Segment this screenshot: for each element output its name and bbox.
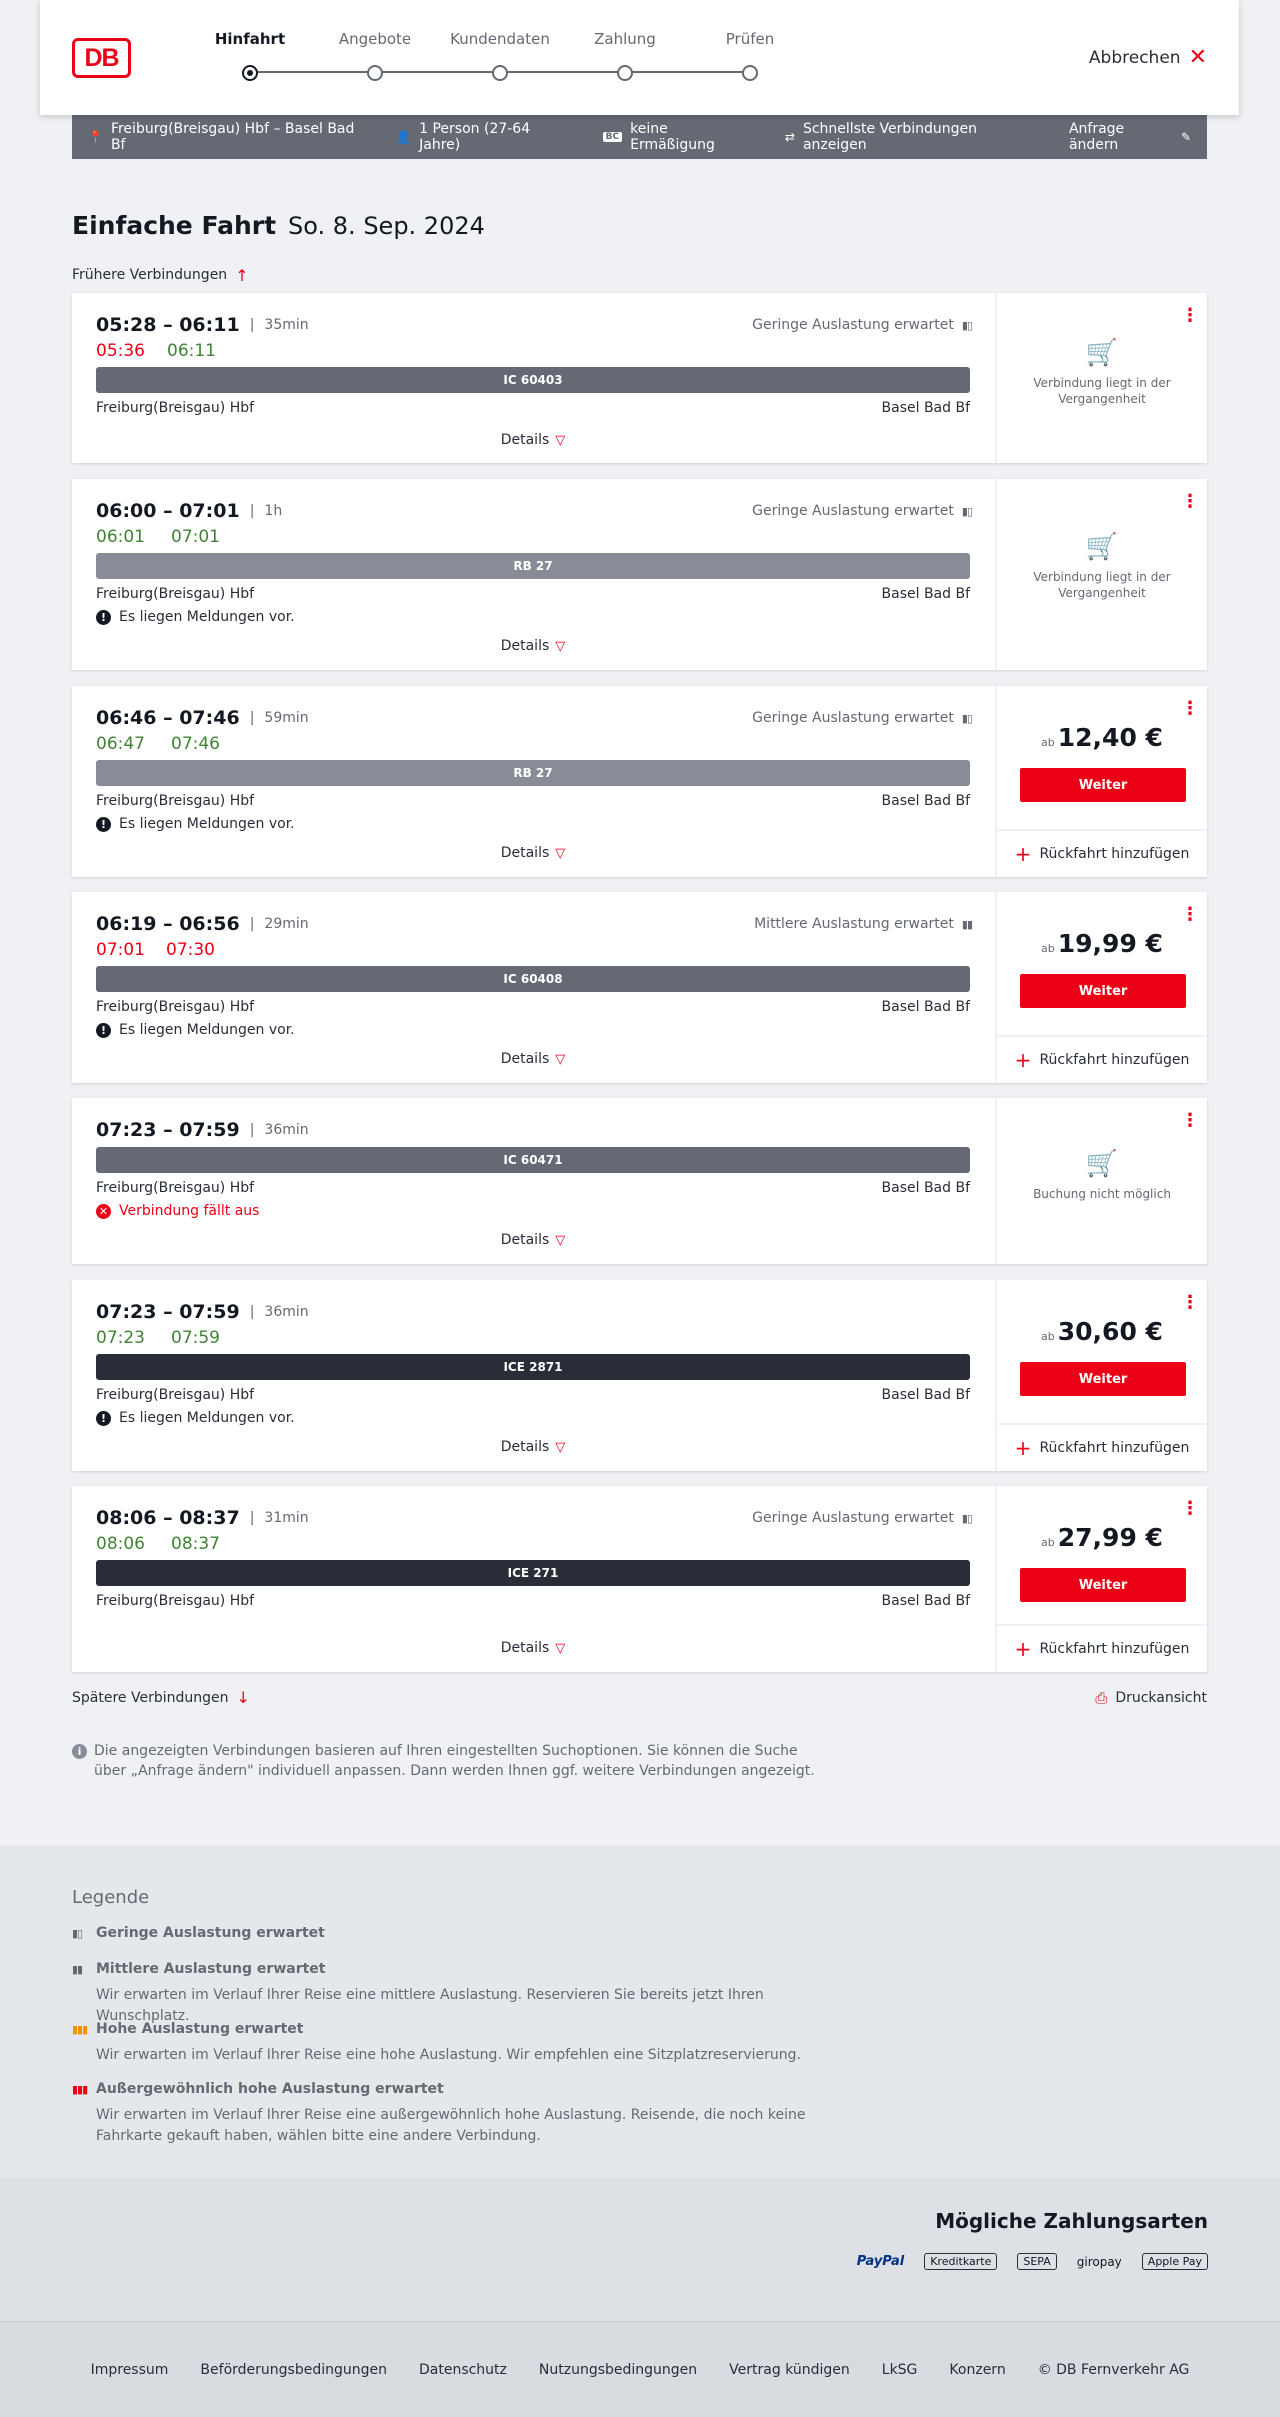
- booking-panel: [995, 686, 1207, 877]
- legend-item: [72, 1925, 852, 1941]
- duration: 59min: [264, 710, 309, 726]
- status-text: Buchung nicht möglich: [1033, 1187, 1171, 1201]
- step-hinfahrt[interactable]: [195, 30, 305, 81]
- alert-icon: !: [96, 610, 111, 625]
- price: [997, 1523, 1207, 1552]
- arrow-down-icon: ↓: [236, 1688, 250, 1707]
- close-icon: ✕: [1188, 45, 1207, 70]
- message-notice: [96, 609, 295, 625]
- occupancy: [754, 916, 972, 932]
- status-text: Verbindung liegt in der Vergangenheit: [1033, 570, 1171, 600]
- legend-item-title: Hohe Auslastung erwartet: [96, 2021, 304, 2037]
- departure-station: Freiburg(Breisgau) Hbf: [96, 400, 255, 416]
- legend-item-desc: Wir erwarten im Verlauf Ihrer Reise eine hohe Auslastung. Wir empfehlen eine Sitzplatzreservierung.: [96, 2047, 801, 2063]
- connection-info: [72, 479, 994, 670]
- arrival-station: Basel Bad Bf: [881, 400, 970, 416]
- booking-panel: [995, 1280, 1207, 1471]
- fastest-text: Schnellste Verbindungen anzeigen: [802, 121, 978, 153]
- connection-info: [72, 1486, 994, 1672]
- details-label: Details: [500, 432, 550, 448]
- connection-info: [72, 293, 994, 463]
- step-dot: [367, 65, 383, 81]
- occupancy-low-icon: ▮▯: [961, 504, 972, 518]
- add-return-button[interactable]: [997, 1624, 1207, 1672]
- details-label: Details: [500, 1051, 550, 1067]
- add-return-button[interactable]: [997, 829, 1207, 877]
- add-return-label: Rückfahrt hinzufügen: [1039, 1641, 1190, 1657]
- departure-station: Freiburg(Breisgau) Hbf: [96, 999, 255, 1015]
- message-text: Verbindung fällt aus: [119, 1203, 260, 1219]
- legend-item-desc: Wir erwarten im Verlauf Ihrer Reise eine mittlere Auslastung. Reservieren Sie bereits jetzt Ihren Wunschplatz.: [96, 1987, 764, 2024]
- later-label: Spätere Verbindungen: [72, 1689, 229, 1706]
- train-bar[interactable]: IC 60408: [96, 966, 970, 992]
- more-options-icon[interactable]: ⋮: [1181, 305, 1199, 326]
- alert-icon: !: [96, 1023, 111, 1038]
- realtime-departure: 06:01: [96, 527, 145, 547]
- step-dot: [492, 65, 508, 81]
- location-pin-icon: 📍: [88, 130, 103, 144]
- realtime-arrival: 06:11: [167, 341, 216, 361]
- price: [997, 723, 1207, 752]
- print-view-link[interactable]: [1095, 1688, 1207, 1707]
- footer-link-vertrag-kuendigen[interactable]: Vertrag kündigen: [729, 2361, 850, 2378]
- realtime-arrival: 07:46: [171, 734, 220, 754]
- realtime-departure: 06:47: [96, 734, 145, 754]
- occupancy-low-icon: ▮▯: [961, 318, 972, 332]
- add-return-button[interactable]: [997, 1035, 1207, 1083]
- step-dot: [742, 65, 758, 81]
- booking-panel: [995, 1098, 1207, 1264]
- separator: |: [249, 1510, 255, 1526]
- price: [997, 929, 1207, 958]
- details-toggle[interactable]: [72, 432, 994, 448]
- connection-card: [72, 479, 1207, 670]
- details-label: Details: [500, 1640, 550, 1656]
- add-return-button[interactable]: [997, 1423, 1207, 1471]
- print-label: Druckansicht: [1115, 1689, 1207, 1706]
- departure-station: Freiburg(Breisgau) Hbf: [96, 1180, 255, 1196]
- person-icon: 👤: [396, 130, 412, 144]
- passengers-text: 1 Person (27-64 Jahre): [419, 121, 531, 153]
- step-label: Hinfahrt: [214, 30, 286, 48]
- occupancy-high-icon: ▮▮▮: [72, 2022, 88, 2036]
- payment-title: Mögliche Zahlungsarten: [935, 2209, 1208, 2233]
- unavailable-info: [997, 532, 1207, 601]
- alert-icon: !: [96, 817, 111, 832]
- legend: [0, 1845, 1280, 2177]
- legend-item: [72, 1961, 852, 2027]
- price-value: 30,60 €: [1057, 1317, 1163, 1346]
- message-notice: [96, 1410, 295, 1426]
- alert-icon: !: [96, 1411, 111, 1426]
- occupancy-text: Geringe Auslastung erwartet: [752, 503, 954, 519]
- message-text: Es liegen Meldungen vor.: [119, 816, 295, 832]
- arrival-station: Basel Bad Bf: [881, 586, 970, 602]
- continue-button[interactable]: Weiter: [1020, 1362, 1186, 1396]
- connection-card: [72, 892, 1207, 1083]
- legend-item-title: Außergewöhnlich hohe Auslastung erwartet: [96, 2081, 444, 2097]
- query-route: [88, 121, 362, 153]
- step-dot: [242, 65, 258, 81]
- legend-item-desc: Wir erwarten im Verlauf Ihrer Reise eine außergewöhnlich hohe Auslastung. Reisende, die noch keine Fahrkarte gekauft haben, wählen bitte eine andere Verbindung.: [96, 2107, 806, 2144]
- results-footer: [72, 1688, 1207, 1707]
- giropay-icon: giropay: [1076, 2254, 1122, 2269]
- step-label: Kundendaten: [450, 30, 550, 48]
- discount-text: keine Ermäßigung: [630, 121, 715, 153]
- add-return-label: Rückfahrt hinzufügen: [1039, 1052, 1190, 1068]
- info-icon: i: [72, 1744, 87, 1759]
- occupancy-extreme-icon: ▮▮▮: [72, 2082, 88, 2096]
- earlier-label: Frühere Verbindungen: [72, 267, 228, 283]
- train-bar[interactable]: RB 27: [96, 760, 970, 786]
- query-discount: [603, 121, 751, 153]
- train-bar[interactable]: RB 27: [96, 553, 970, 579]
- query-bar: [72, 115, 1207, 159]
- step-angebote: [320, 30, 430, 81]
- unavailable-info: [997, 338, 1207, 407]
- add-return-label: Rückfahrt hinzufügen: [1039, 1440, 1190, 1456]
- header: [40, 0, 1239, 115]
- footer-link-konzern[interactable]: Konzern: [949, 2361, 1006, 2378]
- price-prefix: ab: [1041, 1536, 1055, 1549]
- footer-link-lksg[interactable]: LkSG: [881, 2361, 918, 2378]
- message-text: Es liegen Meldungen vor.: [119, 1022, 295, 1038]
- cart-icon: 🛒: [1085, 338, 1119, 368]
- status-text: Verbindung liegt in der Vergangenheit: [1033, 376, 1171, 406]
- chevron-down-icon: ▽: [555, 1641, 566, 1656]
- change-query-label: Anfrage ändern: [1068, 121, 1125, 153]
- payment-icons: [857, 2253, 1208, 2270]
- duration: 31min: [264, 1510, 309, 1526]
- route-text: Freiburg(Breisgau) Hbf – Basel Bad Bf: [110, 121, 355, 153]
- duration: 1h: [264, 503, 283, 519]
- duration: 36min: [264, 1122, 309, 1138]
- unavailable-info: [997, 1149, 1207, 1202]
- pencil-icon: ✎: [1180, 130, 1191, 144]
- occupancy-medium-icon: ▮▮: [72, 1962, 83, 1976]
- connection-times: [96, 1507, 309, 1529]
- planned-times: 07:23 – 07:59: [96, 1119, 240, 1141]
- connection-info: [72, 1098, 994, 1264]
- arrival-station: Basel Bad Bf: [881, 999, 970, 1015]
- details-toggle[interactable]: [72, 1232, 994, 1248]
- connection-times: [96, 500, 282, 522]
- connection-card: [72, 293, 1207, 463]
- details-toggle[interactable]: [72, 1051, 994, 1067]
- continue-button[interactable]: Weiter: [1020, 1568, 1186, 1602]
- occupancy: [752, 710, 972, 726]
- planned-times: 06:00 – 07:01: [96, 500, 240, 522]
- chevron-down-icon: ▽: [555, 1233, 566, 1248]
- booking-panel: [995, 892, 1207, 1083]
- details-label: Details: [500, 638, 550, 654]
- connection-times: [96, 707, 309, 729]
- page-title: [72, 211, 1280, 240]
- occupancy-low-icon: ▮▯: [72, 1926, 83, 1940]
- footer-link-befoerderungsbedingungen[interactable]: Beförderungsbedingungen: [200, 2361, 387, 2378]
- trip-type: Einfache Fahrt: [72, 211, 277, 240]
- departure-station: Freiburg(Breisgau) Hbf: [96, 1387, 255, 1403]
- step-dot: [617, 65, 633, 81]
- connection-times: [96, 314, 309, 336]
- cancel-label: Abbrechen: [1088, 47, 1181, 68]
- footer-link-nutzungsbedingungen[interactable]: Nutzungsbedingungen: [538, 2361, 698, 2378]
- footer-link-impressum[interactable]: Impressum: [90, 2361, 169, 2378]
- footer-copyright: © DB Fernverkehr AG: [1037, 2361, 1190, 2378]
- train-bar[interactable]: IC 60403: [96, 367, 970, 393]
- separator: |: [249, 710, 255, 726]
- info-text: Die angezeigten Verbindungen basieren auf Ihren eingestellten Suchoptionen. Sie können die Suche über „Anfrage ändern" individuell anpassen. Dann werden Ihnen ggf. weitere Verbindungen angezeigt.: [94, 1743, 815, 1779]
- connection-times: [96, 1119, 309, 1141]
- realtime-arrival: 07:30: [166, 940, 215, 960]
- message-text: Es liegen Meldungen vor.: [119, 609, 295, 625]
- cancellation-notice: [96, 1203, 259, 1219]
- footer: [0, 2321, 1280, 2417]
- duration: 35min: [264, 317, 309, 333]
- details-toggle[interactable]: [72, 1439, 994, 1455]
- details-toggle[interactable]: [72, 638, 994, 654]
- legend-item: [72, 2021, 852, 2066]
- planned-times: 05:28 – 06:11: [96, 314, 240, 336]
- more-options-icon[interactable]: ⋮: [1181, 491, 1199, 512]
- more-options-icon[interactable]: ⋮: [1181, 698, 1199, 719]
- step-label: Zahlung: [594, 30, 656, 48]
- legend-title: Legende: [72, 1887, 150, 1908]
- booking-panel: [995, 293, 1207, 463]
- separator: |: [249, 503, 255, 519]
- step-kundendaten: [445, 30, 555, 81]
- chevron-down-icon: ▽: [555, 433, 566, 448]
- realtime-departure: 05:36: [96, 341, 145, 361]
- price-prefix: ab: [1041, 942, 1055, 955]
- realtime-departure: 07:23: [96, 1328, 145, 1348]
- price-prefix: ab: [1041, 736, 1055, 749]
- cancel-button[interactable]: [1089, 45, 1207, 70]
- message-notice: [96, 1022, 295, 1038]
- realtime-departure: 08:06: [96, 1534, 145, 1554]
- db-logo[interactable]: DB: [72, 38, 131, 78]
- details-label: Details: [500, 845, 550, 861]
- realtime-arrival: 07:01: [171, 527, 220, 547]
- details-toggle[interactable]: [72, 845, 994, 861]
- realtime-departure: 07:01: [96, 940, 145, 960]
- separator: |: [249, 1304, 255, 1320]
- realtime-arrival: 08:37: [171, 1534, 220, 1554]
- departure-station: Freiburg(Breisgau) Hbf: [96, 586, 255, 602]
- chevron-down-icon: ▽: [555, 1052, 566, 1067]
- occupancy: [752, 1510, 972, 1526]
- step-zahlung: [570, 30, 680, 81]
- occupancy: [752, 503, 972, 519]
- change-query-button[interactable]: [1069, 121, 1191, 153]
- departure-station: Freiburg(Breisgau) Hbf: [96, 793, 255, 809]
- chevron-down-icon: ▽: [555, 1440, 566, 1455]
- departure-station: Freiburg(Breisgau) Hbf: [96, 1593, 255, 1609]
- step-label: Angebote: [338, 30, 412, 48]
- search-info-note: [72, 1741, 832, 1781]
- connection-times: [96, 1301, 309, 1323]
- occupancy-text: Geringe Auslastung erwartet: [752, 1510, 954, 1526]
- more-options-icon[interactable]: ⋮: [1181, 1498, 1199, 1519]
- cart-icon: 🛒: [1085, 532, 1119, 562]
- planned-times: 06:19 – 06:56: [96, 913, 240, 935]
- printer-icon: ⎙: [1095, 1688, 1108, 1707]
- train-bar[interactable]: ICE 271: [96, 1560, 970, 1586]
- connection-info: [72, 1280, 994, 1471]
- details-label: Details: [500, 1439, 550, 1455]
- plus-icon: +: [1014, 1048, 1032, 1072]
- separator: |: [249, 916, 255, 932]
- separator: |: [249, 1122, 255, 1138]
- chevron-down-icon: ▽: [555, 846, 566, 861]
- price-value: 27,99 €: [1057, 1523, 1163, 1552]
- cancel-circle-icon: ✕: [96, 1204, 111, 1219]
- paypal-icon: PayPal: [856, 2254, 905, 2269]
- legend-item-title: Geringe Auslastung erwartet: [96, 1925, 325, 1941]
- occupancy-low-icon: ▮▯: [961, 1511, 972, 1525]
- more-options-icon[interactable]: ⋮: [1181, 904, 1199, 925]
- footer-link-datenschutz[interactable]: Datenschutz: [418, 2361, 507, 2378]
- realtime-arrival: 07:59: [171, 1328, 220, 1348]
- details-toggle[interactable]: [72, 1640, 994, 1656]
- price-prefix: ab: [1041, 1330, 1055, 1343]
- occupancy: [752, 317, 972, 333]
- sepa-icon: SEPA: [1017, 2253, 1056, 2270]
- later-connections-link[interactable]: [72, 1688, 250, 1707]
- more-options-icon[interactable]: ⋮: [1181, 1292, 1199, 1313]
- occupancy-text: Mittlere Auslastung erwartet: [754, 916, 954, 932]
- continue-button[interactable]: Weiter: [1020, 974, 1186, 1008]
- price-value: 19,99 €: [1057, 929, 1163, 958]
- continue-button[interactable]: Weiter: [1020, 768, 1186, 802]
- arrow-up-icon: ↑: [235, 265, 249, 285]
- credit-card-icon: Kreditkarte: [924, 2253, 997, 2270]
- apple-pay-icon: Apple Pay: [1142, 2253, 1208, 2270]
- arrival-station: Basel Bad Bf: [881, 793, 970, 809]
- connection-info: [72, 686, 994, 877]
- cart-icon: 🛒: [1085, 1149, 1119, 1179]
- occupancy-text: Geringe Auslastung erwartet: [752, 317, 954, 333]
- more-options-icon[interactable]: ⋮: [1181, 1110, 1199, 1131]
- train-bar[interactable]: ICE 2871: [96, 1354, 970, 1380]
- trip-date: So. 8. Sep. 2024: [288, 212, 485, 240]
- legend-item-title: Mittlere Auslastung erwartet: [96, 1961, 326, 1977]
- query-passengers: [396, 121, 568, 153]
- step-label: Prüfen: [725, 30, 775, 48]
- payment-methods: [0, 2177, 1280, 2321]
- price-value: 12,40 €: [1057, 723, 1163, 752]
- planned-times: 07:23 – 07:59: [96, 1301, 240, 1323]
- connection-card: [72, 1280, 1207, 1471]
- connection-times: [96, 913, 309, 935]
- train-bar[interactable]: IC 60471: [96, 1147, 970, 1173]
- query-fastest: [785, 121, 1035, 153]
- progress-steps: [210, 30, 775, 90]
- connection-card: [72, 686, 1207, 877]
- swap-arrows-icon: ⇄: [784, 130, 795, 144]
- booking-panel: [995, 1486, 1207, 1672]
- booking-panel: [995, 479, 1207, 670]
- arrival-station: Basel Bad Bf: [881, 1387, 970, 1403]
- details-label: Details: [500, 1232, 550, 1248]
- message-notice: [96, 816, 295, 832]
- arrival-station: Basel Bad Bf: [881, 1180, 970, 1196]
- message-text: Es liegen Meldungen vor.: [119, 1410, 295, 1426]
- add-return-label: Rückfahrt hinzufügen: [1039, 846, 1190, 862]
- occupancy-medium-icon: ▮▮: [961, 917, 972, 931]
- plus-icon: +: [1014, 842, 1032, 866]
- duration: 29min: [264, 916, 309, 932]
- connection-card: [72, 1098, 1207, 1264]
- legend-item: [72, 2081, 852, 2147]
- arrival-station: Basel Bad Bf: [881, 1593, 970, 1609]
- earlier-connections-link[interactable]: [72, 266, 1280, 284]
- planned-times: 08:06 – 08:37: [96, 1507, 240, 1529]
- step-pruefen: [695, 30, 805, 81]
- plus-icon: +: [1014, 1436, 1032, 1460]
- separator: |: [249, 317, 255, 333]
- bahncard-icon: BC: [603, 132, 622, 142]
- planned-times: 06:46 – 07:46: [96, 707, 240, 729]
- chevron-down-icon: ▽: [555, 639, 566, 654]
- occupancy-text: Geringe Auslastung erwartet: [752, 710, 954, 726]
- occupancy-low-icon: ▮▯: [961, 711, 972, 725]
- connection-card: [72, 1486, 1207, 1672]
- price: [997, 1317, 1207, 1346]
- connection-info: [72, 892, 994, 1083]
- plus-icon: +: [1014, 1637, 1032, 1661]
- duration: 36min: [264, 1304, 309, 1320]
